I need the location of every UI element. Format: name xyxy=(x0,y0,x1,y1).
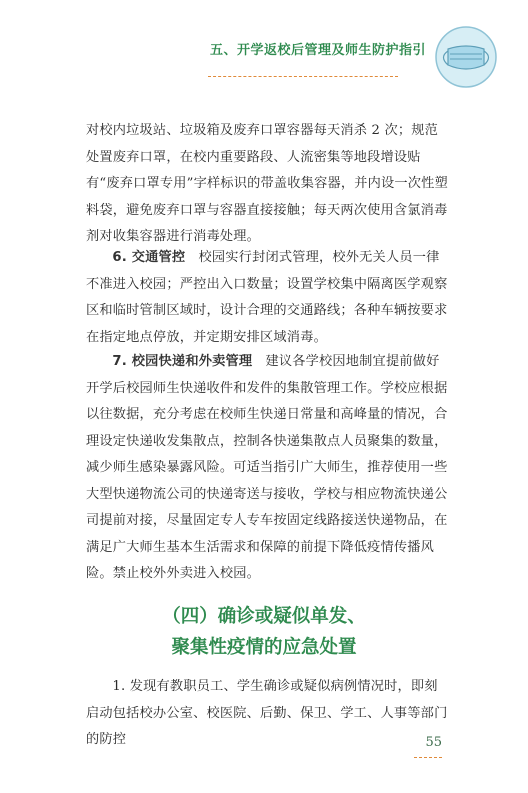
paragraph-text: 1. 发现有教职员工、学生确诊或疑似病例情况时，即刻启动包括校办公室、校医院、后勤、保卫、学工、人事等部门的防控 xyxy=(86,679,448,747)
section-7-heading: 7. 校园快递和外卖管理 xyxy=(112,354,253,369)
footer-dashed-divider xyxy=(414,757,442,758)
paragraph-delivery-management xyxy=(86,349,448,588)
face-mask-icon xyxy=(434,25,498,89)
section-6-text: 校园实行封闭式管理，校外无关人员一律不准进入校园；严控出入口数量；设置学校集中隔离医学观察区和临时管制区域时，设计合理的交通路线；各种车辆按要求在指定地点停放，并定期安排区域消毒。 xyxy=(86,250,448,345)
section-heading-line-2: 聚集性疫情的应急处置 xyxy=(171,637,357,658)
section-heading-line-1: （四）确诊或疑似单发、 xyxy=(162,606,366,627)
section-7-text: 建议各学校因地制宜提前做好开学后校园师生快递收件和发件的集散管理工作。学校应根据以往数据，充分考虑在校师生快递日常量和高峰量的情况，合理设定快递收发集散点，控制各快递集散点人员聚集的数量，减少师生感染暴露风险。可适当指引广大师生，推荐使用一些大型快递物流公司的快递寄送与接收，学校与相应物流快递公司提前对接，尽量固定专人专车按固定线路接送快递物品，在满足广大师生基本生活需求和保障的前提下降低疫情传播风险。禁止校外外卖进入校园。 xyxy=(86,354,448,581)
section-6-heading: 6. 交通管控 xyxy=(112,250,186,265)
paragraph-waste-disposal xyxy=(86,118,448,251)
header-dashed-divider xyxy=(208,76,398,77)
paragraph-text: 对校内垃圾站、垃圾箱及废弃口罩容器每天消杀 2 次；规范处置废弃口罩，在校内重要路段、人流密集等地段增设贴有“废弃口罩专用”字样标识的带盖收集容器，并内设一次性塑料袋，避免废弃口罩与容器直接接触；每天两次使用含氯消毒剂对收集容器进行消毒处理。 xyxy=(86,123,448,244)
section-heading xyxy=(0,601,528,663)
paragraph-emergency-response xyxy=(86,674,448,754)
page-number: 55 xyxy=(425,735,442,750)
paragraph-traffic-control xyxy=(86,245,448,351)
chapter-title: 五、开学返校后管理及师生防护指引 xyxy=(209,43,426,58)
